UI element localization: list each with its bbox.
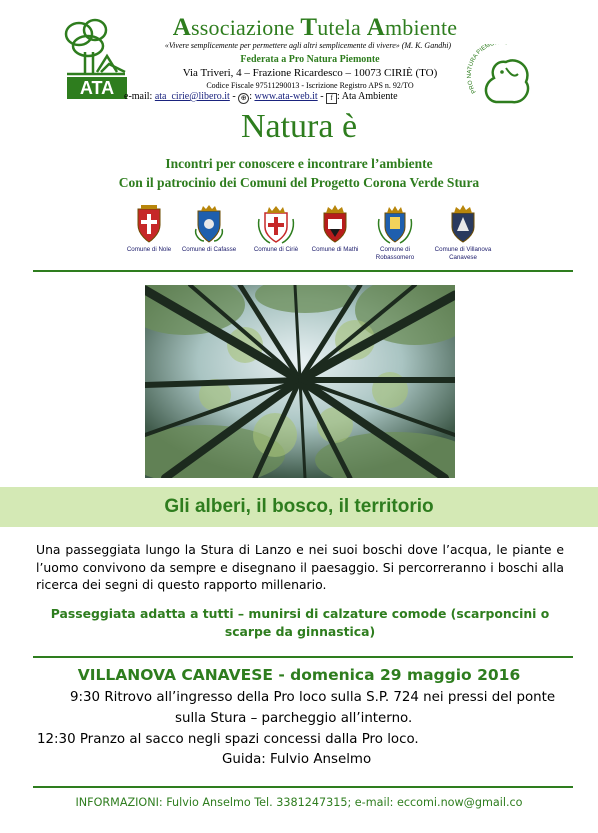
comune-cirie: Comune di Ciriè [241,205,311,254]
subtitle: Incontri per conoscere e incontrare l’ambiente [165,156,433,171]
pro-natura-logo [466,44,542,110]
cafasse-coat-of-arms-icon [192,205,226,245]
event-title: Gli alberi, il bosco, il territorio [164,496,434,517]
place-and-date: VILLANOVA CANAVESE - domenica 29 maggio 2016 [77,666,521,684]
facebook-page[interactable]: : Ata Ambiente [337,91,398,102]
federation-line: Federata a Pro Natura Piemonte [240,54,380,65]
email-link[interactable]: ata_cirie@libero.it [154,91,230,102]
comune-villanova-canavese: Comune di Villanova Canavese [428,205,498,262]
comune-mathi: Comune di Mathi [300,205,370,254]
organization-name: Associazione Tutela Ambiente [172,14,458,41]
comune-robassomero: Comune di Robassomero [360,205,430,262]
nole-coat-of-arms-icon [132,205,166,245]
address: Via Triveri, 4 – Frazione Ricardesco – 10073 CIRIÈ (TO) [182,67,438,79]
comune-nole: Comune di Nole [114,205,184,254]
ata-logo [55,14,135,102]
schedule-item-meeting-cont: sulla Stura – parcheggio all’interno. [175,711,413,726]
schedule-item-meeting: 9:30 Ritrovo all’ingresso della Pro loco sulla S.P. 724 nei pressi del ponte [70,690,556,705]
forest-photo [145,285,455,478]
email-label: e-mail: [124,91,155,102]
villanova-coat-of-arms-icon [446,205,480,245]
divider-bottom [33,786,573,788]
mathi-coat-of-arms-icon [318,205,352,245]
divider-top [33,270,573,272]
cirie-coat-of-arms-icon [256,205,296,245]
page-title: Natura è [240,108,358,145]
guide-line: Guida: Fulvio Anselmo [222,752,372,767]
event-description: Una passeggiata lungo la Stura di Lanzo e nei suoi boschi dove l’acqua, le piante e l’uomo convivono da sempre e disegnano il paesaggio. Si percorreranno i boschi alla ricerca dei segni di questo rapporto millenario. [36,542,564,592]
patronage-line: Con il patrocinio dei Comuni del Progetto Corona Verde Stura [118,175,480,190]
svg-text:PRO NATURA PIEMONTE: PRO NATURA PIEMO [466,44,496,95]
website-link[interactable]: www.ata-web.it [254,91,318,102]
globe-icon: ⊕ [238,93,249,104]
facebook-icon: f [326,93,337,104]
information-line: INFORMAZIONI: Fulvio Anselmo Tel. 3381247315; e-mail: eccomi.now@gmail.co [75,796,523,809]
fiscal-code: Codice Fiscale 97511290013 - Iscrizione Registro APS n. 92/TO [206,81,414,90]
divider-middle [33,656,573,658]
robassomero-coat-of-arms-icon [375,205,415,245]
svg-text:ATA: ATA [79,78,115,98]
contacts-line: e-mail: ata_cirie@libero.it - ⊕ : www.ata-web.it - f : Ata Ambiente [124,91,398,102]
equipment-note: Passeggiata adatta a tutti – munirsi di calzature comode (scarponcini o scarpe da ginnastica) [50,606,550,639]
comune-cafasse: Comune di Cafasse [174,205,244,254]
schedule-item-lunch: 12:30 Pranzo al sacco negli spazi concessi dalla Pro loco. [37,732,419,747]
motto: «Vivere semplicemente per permettere agli altri semplicemente di vivere» (M. K. Gandhi) [164,41,452,50]
